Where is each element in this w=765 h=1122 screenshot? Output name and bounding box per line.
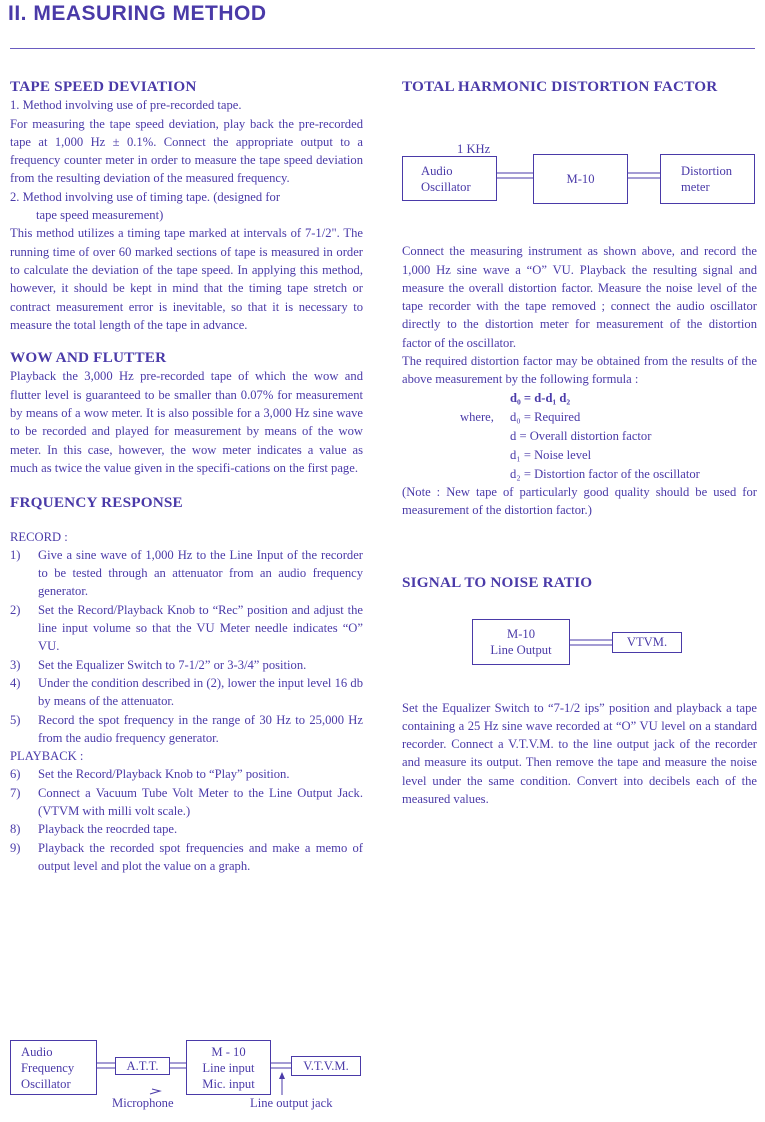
thd-note: (Note : New tape of particularly good quality should be used for measurement of the distortion factor.): [402, 484, 757, 517]
thd-heading: TOTAL HARMONIC DISTORTION FACTOR: [402, 78, 718, 95]
snr-diagram: [402, 593, 757, 699]
list-item: 6) Set the Record/Playback Knob to “Play” position.: [10, 767, 290, 782]
list-item: 7) Connect a Vacuum Tube Volt Meter to the Line Output Jack. (VTVM with milli volt scale.): [10, 785, 363, 818]
freq-response-diagram: [10, 1035, 365, 1115]
oscillator-box: Audio Frequency Oscillator: [10, 1040, 97, 1095]
att-box: A.T.T.: [115, 1057, 170, 1075]
snr-body: Set the Equalizer Switch to “7-1/2 ips” position and playback a tape containing a 25 Hz sine wave recorded at “O” VU level on a standard recorder. Connect a V.T.V.M. to the line output jack of the recorder and measure its output. Then remove the tape and measure the noise level under the same condition. Convert into decibels each of the measured values.: [402, 700, 757, 807]
microphone-label: Microphone: [112, 1096, 174, 1110]
record-label: RECORD :: [10, 529, 68, 544]
list-item: 2) Set the Record/Playback Knob to “Rec” position and adjust the line input volume so that the VU Meter needle indicates “O” VU.: [10, 602, 363, 654]
oscillator-box: Audio Oscillator: [402, 156, 497, 201]
header-divider: [10, 48, 755, 49]
method2-body: This method utilizes a timing tape marked at intervals of 7-1/2". The running time of over 60 marked sections of tape is measured in order to calculate the deviation of the tape speed. In applying this method, however, it should be kept in mind that the timing tape stretch or contract measurement error is inevitable, so that it is necessary to measure the total length of the tape in advance.: [10, 226, 363, 332]
formula-where: where,: [460, 409, 494, 424]
method2-title: 2. Method involving use of timing tape. (designed for: [10, 189, 281, 204]
list-item: 9) Playback the recorded spot frequencies and make a memo of output level and plot the value on a graph.: [10, 840, 363, 873]
formula-l3: d₁ = Noise level: [510, 447, 592, 462]
freq-heading: FRQUENCY RESPONSE: [10, 494, 183, 512]
list-item: 3) Set the Equalizer Switch to 7-1/2” or 3-3/4” position.: [10, 657, 307, 672]
playback-list: [10, 765, 363, 875]
diagram-connectors: [402, 593, 757, 699]
list-item: 1) Give a sine wave of 1,000 Hz to the Line Input of the recorder to be tested through an attenuator from an audio frequency generator.: [10, 547, 363, 599]
snr-heading: SIGNAL TO NOISE RATIO: [402, 574, 593, 592]
method2-title-cont: tape speed measurement): [36, 208, 164, 223]
thd-body2: The required distortion factor may be obtained from the results of the above measurement by the following formula :: [402, 354, 757, 387]
wow-body: Playback the 3,000 Hz pre-recorded tape of which the wow and flutter level is guaranteed to be smaller than 0.07% for measurement by means of a wow meter. It is also possible for a 3,000 Hz sine wave to be recorded and played for measurement by means of the wow meter. In this case, however, the wow meter indicates a value as much as twice the value given in the specifi-cations on the first page.: [10, 369, 363, 475]
thd-diagram: [402, 96, 757, 242]
left-column: [10, 78, 363, 875]
distortion-meter-box: Distortion meter: [660, 154, 755, 204]
list-item: 8) Playback the reocrded tape.: [10, 822, 178, 837]
freq-label: 1 KHz: [457, 142, 491, 157]
method1-title: 1. Method involving use of pre-recorded tape.: [10, 98, 242, 113]
formula-main: d₀ = d-d₁ d₂: [510, 390, 571, 405]
vtvm-box: VTVM.: [612, 632, 682, 653]
m10-box: M - 10 Line input Mic. input: [186, 1040, 271, 1095]
m10-box: M-10: [533, 154, 628, 204]
method1-body: For measuring the tape speed deviation, play back the pre-recorded tape at 1,000 Hz ± 0.1%. Connect the appropriate output to a frequency counter meter in order to measure the tape speed deviation from the resulting deviation of the measured frequency.: [10, 116, 363, 186]
wow-heading: WOW AND FLUTTER: [10, 349, 167, 367]
vtvm-box: V.T.V.M.: [291, 1056, 361, 1076]
right-column: [402, 78, 757, 808]
list-item: 5) Record the spot frequency in the range of 30 Hz to 25,000 Hz from the audio frequency generator.: [10, 712, 363, 745]
thd-body1: Connect the measuring instrument as shown above, and record the 1,000 Hz sine wave a “O” VU. Playback the resulting signal and measure the overall distortion factor. Measure the noise level of the tape recorder with the tape removed ; connect the audio oscillator directly to the distortion meter for measurement of the distortion factor of the oscillator.: [402, 244, 757, 350]
playback-label: PLAYBACK :: [10, 749, 84, 764]
record-list: [10, 546, 363, 747]
tape-speed-heading: TAPE SPEED DEVIATION: [10, 78, 197, 95]
formula-l2: d = Overall distortion factor: [510, 428, 652, 443]
formula-l4: d₂ = Distortion factor of the oscillator: [510, 466, 700, 481]
thd-formula: [402, 389, 757, 483]
list-item: 4) Under the condition described in (2), lower the input level 16 db by means of the attenuator.: [10, 675, 363, 709]
page-title: II. MEASURING METHOD: [8, 2, 267, 25]
line-output-jack-label: Line output jack: [250, 1096, 333, 1110]
m10-line-output-box: M-10 Line Output: [472, 619, 570, 665]
formula-l1: d₀ = Required: [510, 409, 581, 424]
